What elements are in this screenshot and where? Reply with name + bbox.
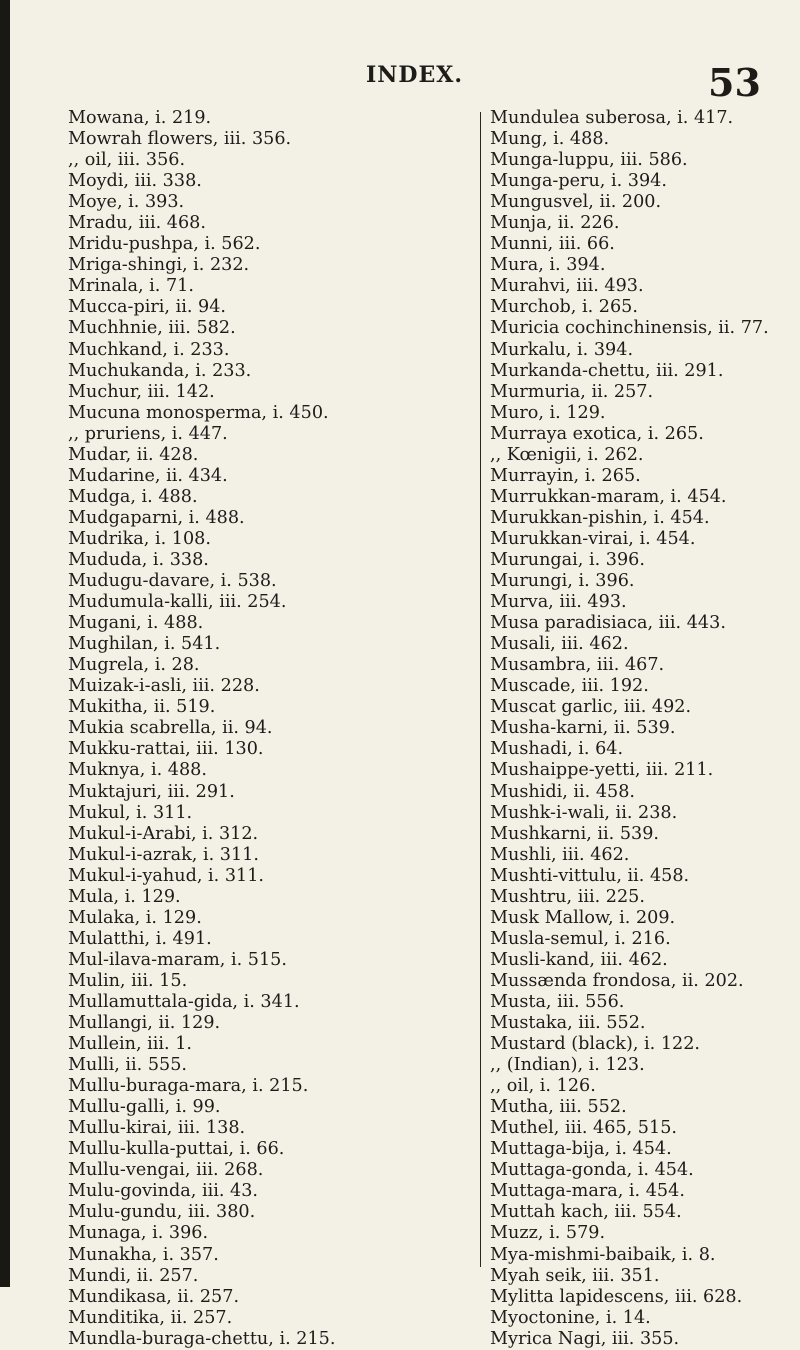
- index-entry: Munga-luppu, iii. 586.: [490, 150, 688, 171]
- index-entry: Mullamuttala-gida, i. 341.: [68, 991, 300, 1012]
- index-entry: Mundla-buraga-chettu, i. 215.: [68, 1328, 336, 1349]
- index-entry: Muscat garlic, iii. 492.: [490, 697, 692, 718]
- index-entry: Mriga-shingi, i. 232.: [68, 255, 250, 276]
- index-entry: Mundulea suberosa, i. 417.: [490, 108, 734, 128]
- index-entry: ,, pruriens, i. 447.: [68, 423, 228, 444]
- index-entry: Murungai, i. 396.: [490, 549, 645, 570]
- index-entry: Munni, iii. 66.: [490, 234, 615, 255]
- index-entry: Mullu-kulla-puttai, i. 66.: [68, 1139, 285, 1160]
- index-entry: ,, oil, i. 126.: [490, 1076, 596, 1097]
- index-entry: Moye, i. 393.: [68, 192, 185, 213]
- index-entry: Mulaka, i. 129.: [68, 907, 202, 928]
- index-entry: Mullu-galli, i. 99.: [68, 1097, 221, 1118]
- index-entry: Mukia scabrella, ii. 94.: [68, 718, 273, 739]
- index-entry: Muricia cochinchinensis, ii. 77.: [490, 318, 769, 339]
- index-entry: Mulli, ii. 555.: [68, 1055, 188, 1076]
- index-entry: Mridu-pushpa, i. 562.: [68, 234, 261, 255]
- index-entry: Musha-karni, ii. 539.: [490, 718, 676, 739]
- index-entry: Mundikasa, ii. 257.: [68, 1286, 240, 1307]
- index-entry: Munditika, ii. 257.: [68, 1307, 233, 1328]
- index-entry: Mushtru, iii. 225.: [490, 886, 645, 907]
- index-entry: Muscade, iii. 192.: [490, 676, 649, 697]
- index-entry: Mugrela, i. 28.: [68, 655, 200, 676]
- index-entry: Mucuna monosperma, i. 450.: [68, 402, 329, 423]
- index-entry: Murahvi, iii. 493.: [490, 276, 644, 297]
- index-entry: Musali, iii. 462.: [490, 634, 629, 655]
- index-entry: Mussænda frondosa, ii. 202.: [490, 970, 744, 991]
- index-entry: ,, (Indian), i. 123.: [490, 1055, 645, 1076]
- index-entry: Mudarine, ii. 434.: [68, 465, 228, 486]
- index-entry: Mradu, iii. 468.: [68, 213, 206, 234]
- index-entry: Mududa, i. 338.: [68, 549, 209, 570]
- index-entry: Mukitha, ii. 519.: [68, 697, 216, 718]
- index-entry: Mullu-kirai, iii. 138.: [68, 1118, 246, 1139]
- index-entry: Mullein, iii. 1.: [68, 1034, 193, 1055]
- index-entry: Musambra, iii. 467.: [490, 655, 665, 676]
- index-entry: Murrayin, i. 265.: [490, 465, 641, 486]
- index-entry: Mutha, iii. 552.: [490, 1097, 627, 1118]
- index-entry: Muttaga-bija, i. 454.: [490, 1139, 672, 1160]
- index-entry: Murukkan-pishin, i. 454.: [490, 507, 710, 528]
- page-header-title: INDEX.: [366, 62, 463, 88]
- index-entry: Murkanda-chettu, iii. 291.: [490, 360, 724, 381]
- index-entry: Mullu-vengai, iii. 268.: [68, 1160, 264, 1181]
- index-entry: Murraya exotica, i. 265.: [490, 423, 704, 444]
- index-entry: Mukul, i. 311.: [68, 802, 193, 823]
- index-entry: Murukkan-virai, i. 454.: [490, 528, 696, 549]
- index-entry: Musa paradisiaca, iii. 443.: [490, 613, 726, 634]
- index-entry: Munaga, i. 396.: [68, 1223, 209, 1244]
- index-entry: Munakha, i. 357.: [68, 1244, 219, 1265]
- index-entry: Muktajuri, iii. 291.: [68, 781, 235, 802]
- index-entry: Muthel, iii. 465, 515.: [490, 1118, 677, 1139]
- index-entry: Mudugu-davare, i. 538.: [68, 571, 277, 592]
- index-entry: Mustard (black), i. 122.: [490, 1034, 700, 1055]
- index-entry: Muro, i. 129.: [490, 402, 606, 423]
- index-entry: Muchukanda, i. 233.: [68, 360, 252, 381]
- index-entry: Mung, i. 488.: [490, 129, 610, 150]
- index-entry: Mughilan, i. 541.: [68, 634, 221, 655]
- index-entry: Mushidi, ii. 458.: [490, 781, 636, 802]
- index-entry: Munja, ii. 226.: [490, 213, 620, 234]
- index-entry: Mungusvel, ii. 200.: [490, 192, 662, 213]
- page-edge-shadow: [0, 0, 10, 1287]
- index-entry: Musla-semul, i. 216.: [490, 928, 671, 949]
- index-entry: Mulin, iii. 15.: [68, 970, 188, 991]
- index-entry: Mulu-govinda, iii. 43.: [68, 1181, 258, 1202]
- index-entry: Mucca-piri, ii. 94.: [68, 297, 227, 318]
- index-entry: Mudrika, i. 108.: [68, 528, 211, 549]
- index-entry: Mura, i. 394.: [490, 255, 606, 276]
- index-entry: Mushadi, i. 64.: [490, 739, 624, 760]
- index-entry: Musk Mallow, i. 209.: [490, 907, 676, 928]
- index-entry: Mulu-gundu, iii. 380.: [68, 1202, 256, 1223]
- index-entry: Muchkand, i. 233.: [68, 339, 230, 360]
- index-entry: Muizak-i-asli, iii. 228.: [68, 676, 260, 697]
- index-entry: Mowana, i. 219.: [68, 108, 212, 128]
- index-entry: Mul-ilava-maram, i. 515.: [68, 949, 287, 970]
- index-entry: Mundi, ii. 257.: [68, 1265, 199, 1286]
- index-entry: Mylitta lapidescens, iii. 628.: [490, 1286, 743, 1307]
- index-entry: Musli-kand, iii. 462.: [490, 949, 668, 970]
- index-entry: Muchhnie, iii. 582.: [68, 318, 236, 339]
- index-entry: Murva, iii. 493.: [490, 592, 627, 613]
- index-entry: Mulatthi, i. 491.: [68, 928, 212, 949]
- index-entry: Mukku-rattai, iii. 130.: [68, 739, 264, 760]
- index-entry: Mukul-i-Arabi, i. 312.: [68, 823, 259, 844]
- index-entry: ,, Kœnigii, i. 262.: [490, 444, 644, 465]
- index-entry: Murrukkan-maram, i. 454.: [490, 486, 727, 507]
- index-entry: Muchur, iii. 142.: [68, 381, 215, 402]
- index-entry: Muzz, i. 579.: [490, 1223, 606, 1244]
- index-entry: Murkalu, i. 394.: [490, 339, 634, 360]
- index-entry: Mowrah flowers, iii. 356.: [68, 129, 292, 150]
- index-entry: Mullangi, ii. 129.: [68, 1013, 221, 1034]
- index-entry: Muknya, i. 488.: [68, 760, 207, 781]
- index-entry: ,, oil, iii. 356.: [68, 150, 186, 171]
- index-entry: Mula, i. 129.: [68, 886, 181, 907]
- index-entry: Murmuria, ii. 257.: [490, 381, 654, 402]
- index-entry: Mushli, iii. 462.: [490, 844, 630, 865]
- index-entry: Myrica Nagi, iii. 355.: [490, 1328, 680, 1349]
- index-entry: Mushk-i-wali, ii. 238.: [490, 802, 678, 823]
- index-entry: Muttaga-mara, i. 454.: [490, 1181, 685, 1202]
- index-entry: Mullu-buraga-mara, i. 215.: [68, 1076, 309, 1097]
- index-entry: Murchob, i. 265.: [490, 297, 638, 318]
- index-entry: Mya-mishmi-baibaik, i. 8.: [490, 1244, 716, 1265]
- index-column-right: [490, 108, 790, 1350]
- index-entry: Munga-peru, i. 394.: [490, 171, 667, 192]
- index-entry: Musta, iii. 556.: [490, 991, 625, 1012]
- index-entry: Mudumula-kalli, iii. 254.: [68, 592, 287, 613]
- index-entry: Mudgaparni, i. 488.: [68, 507, 245, 528]
- index-entry: Mushaippe-yetti, iii. 211.: [490, 760, 714, 781]
- index-entry: Muttaga-gonda, i. 454.: [490, 1160, 694, 1181]
- index-entry: Mustaka, iii. 552.: [490, 1013, 646, 1034]
- index-entry: Myoctonine, i. 14.: [490, 1307, 651, 1328]
- index-entry: Mrinala, i. 71.: [68, 276, 194, 297]
- index-entry: Mushti-vittulu, ii. 458.: [490, 865, 690, 886]
- index-entry: Mudga, i. 488.: [68, 486, 198, 507]
- index-entry: Mudar, ii. 428.: [68, 444, 199, 465]
- index-column-left: [68, 108, 473, 1350]
- index-entry: Moydi, iii. 338.: [68, 171, 202, 192]
- page-number: 53: [708, 60, 761, 105]
- column-divider: [480, 112, 481, 1267]
- index-entry: Myah seik, iii. 351.: [490, 1265, 660, 1286]
- index-entry: Murungi, i. 396.: [490, 571, 635, 592]
- index-entry: Mukul-i-azrak, i. 311.: [68, 844, 259, 865]
- index-entry: Mukul-i-yahud, i. 311.: [68, 865, 265, 886]
- index-entry: Mushkarni, ii. 539.: [490, 823, 660, 844]
- index-entry: Mugani, i. 488.: [68, 613, 204, 634]
- index-entry: Muttah kach, iii. 554.: [490, 1202, 682, 1223]
